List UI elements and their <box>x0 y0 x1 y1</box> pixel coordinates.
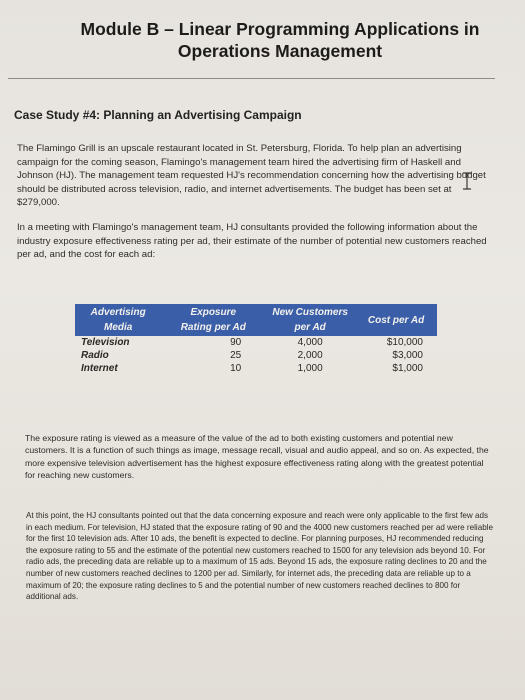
header-media <box>75 304 161 336</box>
cell-cost: $3,000 <box>392 350 423 361</box>
cell-cost: $1,000 <box>392 363 423 374</box>
i-beam-cursor-icon <box>462 172 472 190</box>
cell-customers: 1,000 <box>297 363 323 374</box>
table-row <box>75 336 437 349</box>
page-title <box>60 18 500 62</box>
header-customers-line2: per Ad <box>294 322 326 333</box>
header-rating <box>161 304 265 336</box>
paragraph-intro: The Flamingo Grill is an upscale restaurant located in St. Petersburg, Florida. To help plan an advertising campaign for the coming season, Flamingo's management team hired the advertising firm of Haskell and Johnson (HJ). The management team requested HJ's recommendation concerning how the advertising budget should be distributed across television, radio, and internet advertisements. The budget has been set at $279,000. <box>17 143 486 209</box>
header-media-line2: Media <box>104 322 133 333</box>
title-line-2: Operations Management <box>177 41 383 61</box>
header-rating-line1: Exposure <box>190 307 237 318</box>
table-row <box>75 362 437 375</box>
title-line-1: Module B – Linear Programming Applications in <box>80 19 480 39</box>
cell-media: Internet <box>81 363 118 374</box>
cell-cost: $10,000 <box>386 337 423 348</box>
table-header-row <box>75 304 437 336</box>
header-customers-line1: New Customers <box>272 307 348 318</box>
cell-media: Television <box>81 337 130 348</box>
table-row <box>75 349 437 362</box>
paragraph-consultants: At this point, the HJ consultants pointed out that the data concerning exposure and reach were only applicable to the first few ads in each medium. For television, HJ stated that the exposure rating of 90 and the 4000 new customers reached per ad were reliable for the first 10 television ads. After 10 ads, the benefit is expected to decline. For planning purposes, HJ recommended reducing the exposure rating to 55 and the estimate of the potential new customers reached to 1500 for any television ads beyond 10. For radio ads, the preceding data are reliable up to a maximum of 15 ads. Beyond 15 ads, the exposure rating declines to 20 and the number of new customers reached declines to 1200 per ad. Similarly, for internet ads, the preceding data are reliable up to a maximum of 20; the exposure rating declines to 5 and the potential number of new customers reached declines to 800 for additional ads. <box>26 511 494 602</box>
advertising-table <box>75 304 437 375</box>
header-customers <box>265 304 355 336</box>
cell-media: Radio <box>81 350 109 361</box>
cell-customers: 4,000 <box>297 337 323 348</box>
header-cost: Cost per Ad <box>355 304 437 336</box>
cell-rating: 25 <box>230 350 242 361</box>
cell-rating: 10 <box>230 363 242 374</box>
paragraph-meeting: In a meeting with Flamingo's management team, HJ consultants provided the following information about the industry exposure effectiveness rating per ad, their estimate of the number of potential new customers reached per ad, and the cost for each ad: <box>17 222 487 261</box>
header-media-line1: Advertising <box>90 307 146 318</box>
cell-customers: 2,000 <box>297 350 323 361</box>
header-rating-line2: Rating per Ad <box>180 322 246 333</box>
divider <box>8 78 495 79</box>
cell-rating: 90 <box>230 337 242 348</box>
case-heading: Case Study #4: Planning an Advertising Campaign <box>14 108 302 122</box>
paragraph-exposure: The exposure rating is viewed as a measure of the value of the ad to both existing customers and potential new customers. It is a function of such things as image, message recall, visual and audio appeal, and so on. As expected, the more expensive television advertisement has the highest exposure effectiveness rating along with the greatest potential for reaching new customers. <box>25 433 489 480</box>
